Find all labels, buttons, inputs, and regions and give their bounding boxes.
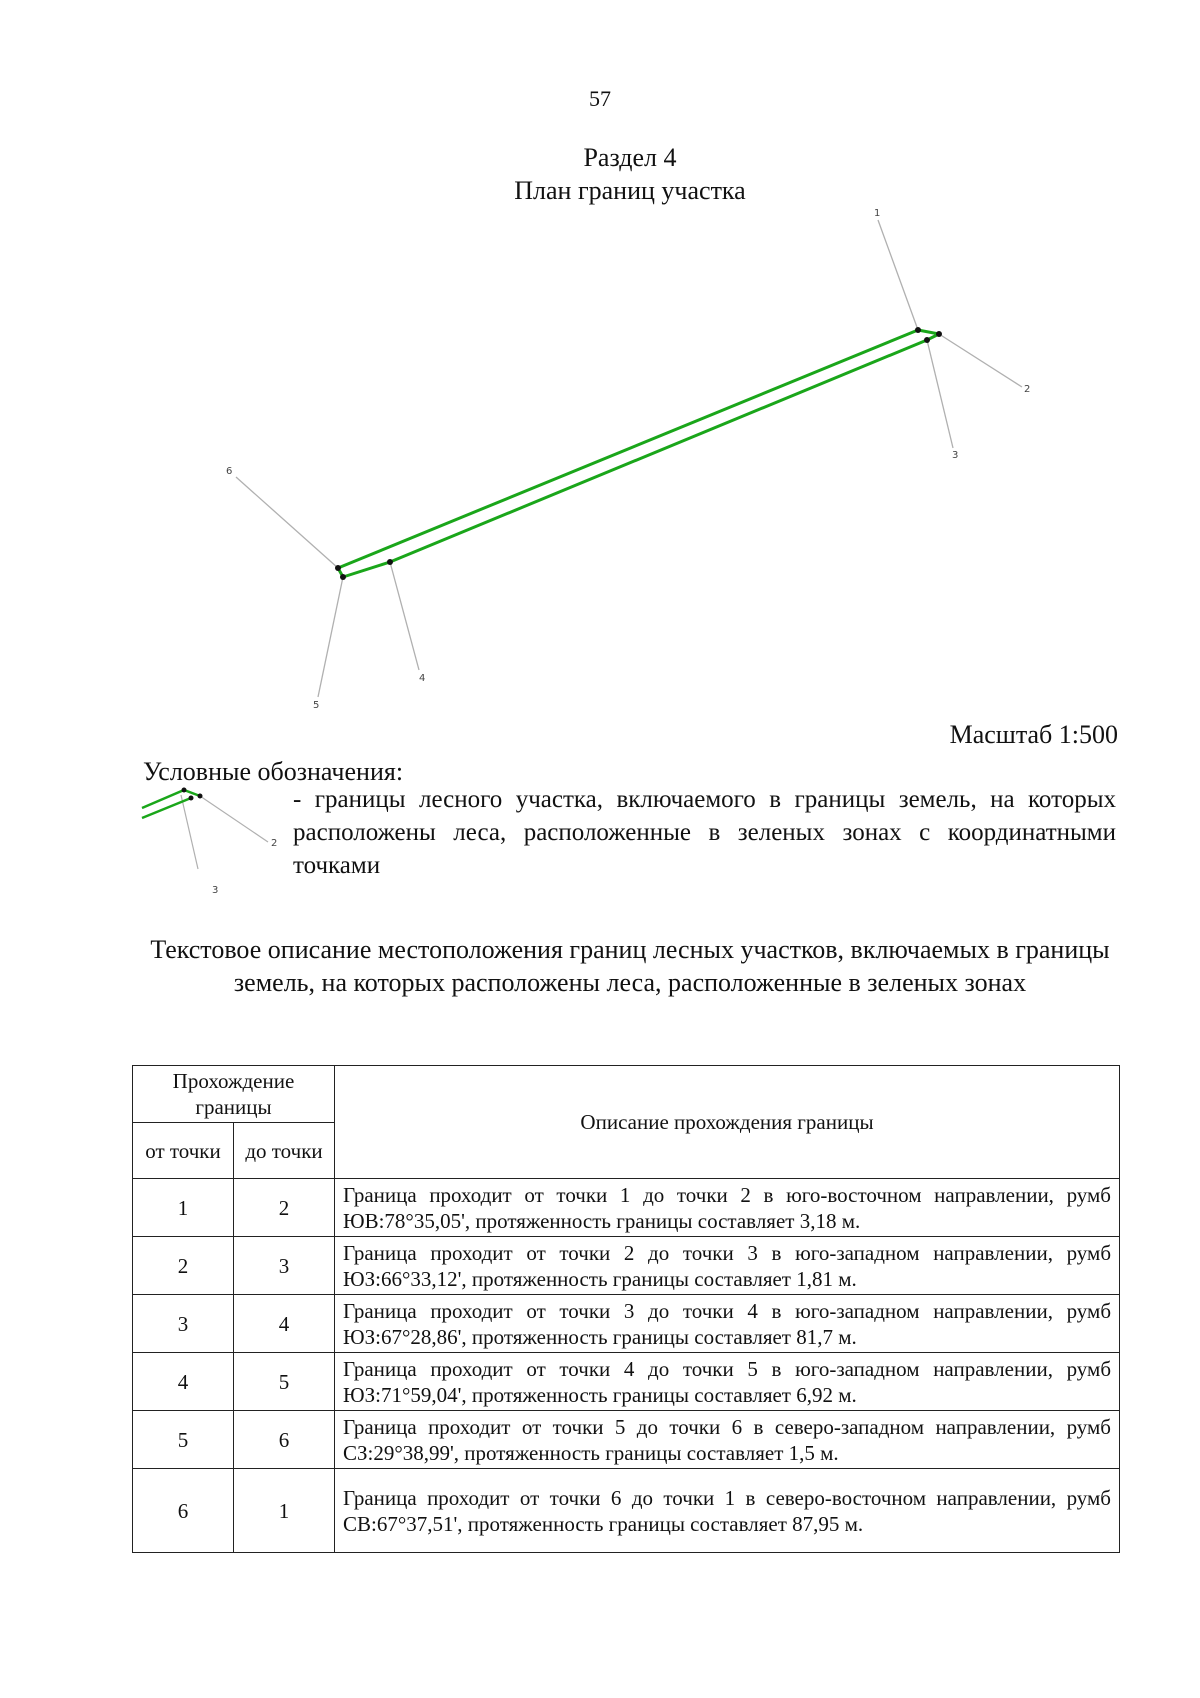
forest-plot-boundary <box>338 330 939 577</box>
legend-point-label-3: 3 <box>212 885 219 896</box>
to-point-cell: 1 <box>234 1469 335 1553</box>
to-point-cell: 2 <box>234 1179 335 1237</box>
boundary-plan <box>0 0 1200 720</box>
header-description: Описание прохождения границы <box>335 1066 1120 1179</box>
to-point-cell: 4 <box>234 1295 335 1353</box>
description-cell: Граница проходит от точки 3 до точки 4 в юго-западном направлении, румб ЮЗ:67°28,86', протяженность границы составляет 81,7 м. <box>335 1295 1120 1353</box>
description-cell: Граница проходит от точки 2 до точки 3 в юго-западном направлении, румб ЮЗ:66°33,12', протяженность границы составляет 1,81 м. <box>335 1237 1120 1295</box>
from-point-cell: 2 <box>133 1237 234 1295</box>
point-label-6: 6 <box>226 466 233 477</box>
table-row <box>133 1411 1120 1469</box>
description-cell: Граница проходит от точки 4 до точки 5 в юго-западном направлении, румб ЮЗ:71°59,04', протяженность границы составляет 6,92 м. <box>335 1353 1120 1411</box>
table-row <box>133 1295 1120 1353</box>
point-label-1: 1 <box>874 208 881 219</box>
vertex-point-3 <box>924 337 930 343</box>
leader-line-5 <box>318 577 343 697</box>
from-point-cell: 4 <box>133 1353 234 1411</box>
leader-line-4 <box>390 562 419 670</box>
to-point-cell: 3 <box>234 1237 335 1295</box>
legend-leader-2 <box>200 796 268 842</box>
vertex-point-6 <box>335 565 341 571</box>
from-point-cell: 5 <box>133 1411 234 1469</box>
leader-line-6 <box>236 477 338 568</box>
legend-description: - границы лесного участка, включаемого в границы земель, на которых расположены леса, расположенные в зеленых зонах с координатными точками <box>293 786 1116 879</box>
to-point-cell: 6 <box>234 1411 335 1469</box>
vertex-point-4 <box>387 559 393 565</box>
vertex-point-2 <box>936 331 942 337</box>
description-cell: Граница проходит от точки 5 до точки 6 в северо-западном направлении, румб СЗ:29°38,99', протяженность границы составляет 1,5 м. <box>335 1411 1120 1469</box>
header-to-point: до точки <box>234 1123 335 1179</box>
leader-lines <box>236 220 1022 697</box>
from-point-cell: 3 <box>133 1295 234 1353</box>
plan-title: План границ участка <box>514 176 746 205</box>
section-title: Раздел 4 <box>583 143 677 172</box>
point-label-4: 4 <box>419 673 426 684</box>
description-cell: Граница проходит от точки 1 до точки 2 в юго-восточном направлении, румб ЮВ:78°35,05', протяженность границы составляет 3,18 м. <box>335 1179 1120 1237</box>
leader-line-2 <box>939 334 1022 387</box>
table-row <box>133 1179 1120 1237</box>
leader-line-1 <box>878 220 918 330</box>
from-point-cell: 6 <box>133 1469 234 1553</box>
legend-vertex-point <box>182 788 187 793</box>
to-point-cell: 5 <box>234 1353 335 1411</box>
from-point-cell: 1 <box>133 1179 234 1237</box>
legend-symbol <box>138 785 288 905</box>
header-boundary-passage: Прохождение границы <box>133 1066 335 1123</box>
table-row <box>133 1353 1120 1411</box>
table-row <box>133 1469 1120 1553</box>
scale-label: Масштаб 1:500 <box>949 720 1118 749</box>
vertex-point-5 <box>340 574 346 580</box>
description-cell: Граница проходит от точки 6 до точки 1 в северо-восточном направлении, румб СВ:67°37,51', протяженность границы составляет 87,95 м. <box>335 1469 1120 1553</box>
legend-point-label-2: 2 <box>271 838 278 849</box>
point-label-5: 5 <box>313 700 320 711</box>
header-from-point: от точки <box>133 1123 234 1179</box>
legend-leader-3 <box>181 795 198 869</box>
vertex-points <box>335 327 942 580</box>
legend-vertex-point <box>189 796 194 801</box>
legend-title: Условные обозначения: <box>143 757 404 786</box>
table-row <box>133 1237 1120 1295</box>
legend-vertex-point <box>198 794 203 799</box>
point-label-3: 3 <box>952 450 959 461</box>
boundary-description-table <box>132 1065 1120 1553</box>
leader-line-3 <box>927 340 953 448</box>
vertex-point-1 <box>915 327 921 333</box>
point-label-2: 2 <box>1024 384 1031 395</box>
page-number: 57 <box>589 86 611 111</box>
description-title: Текстовое описание местоположения границ лесных участков, включаемых в границы земель, на которых расположены леса, расположенные в зеленых зонах <box>150 935 1110 997</box>
